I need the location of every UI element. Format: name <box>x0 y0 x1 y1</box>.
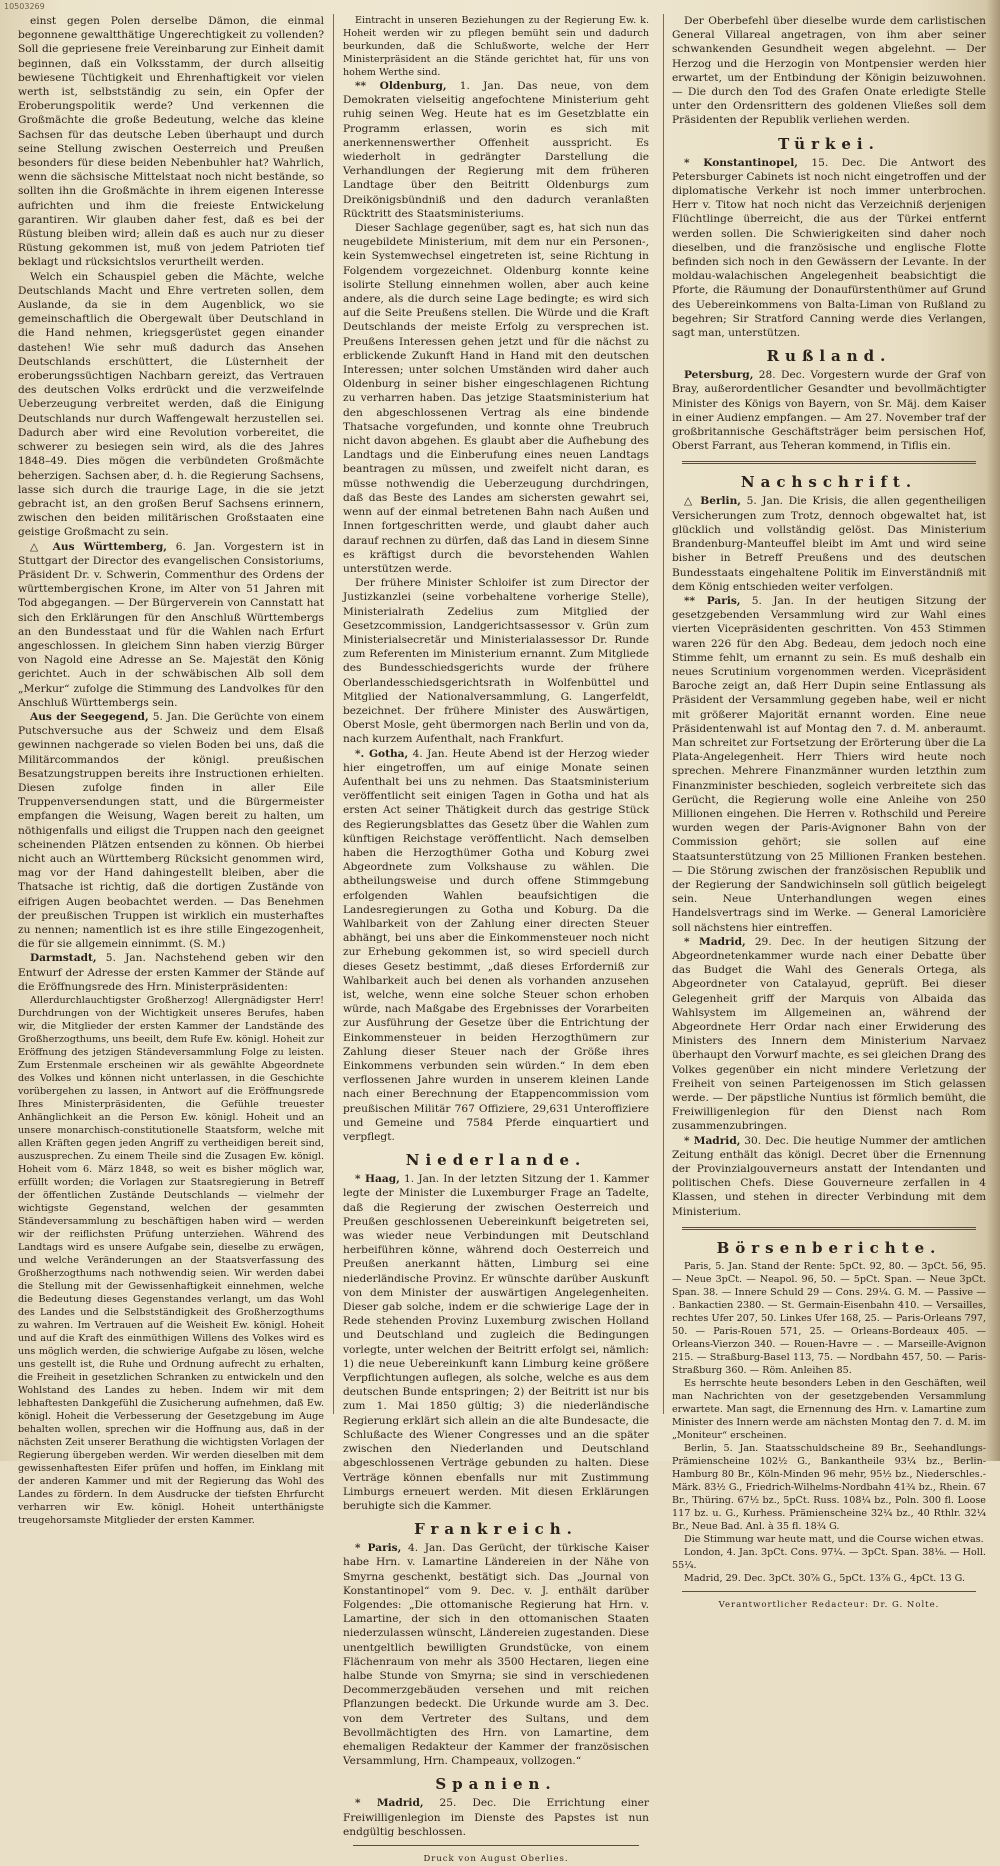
article-text: 1. Jan. In der letzten Sitzung der 1. Kammer legte der Minister die Luxemburger Frage an Tadelte, daß die Regierung der zwischen Oesterreich und Preußen geschlossenen Uebereinkunft beigetreten sei, was wieder neue Verbindungen mit Deutschland herbeiführen könne, während doch Oesterreich und Preußen anerkannt hätten, Limburg sei eine niederländische Provinz. Er wünschte darüber Auskunft von dem Minister der auswärtigen Angelegenheiten. Dieser gab solche, indem er die schwierige Lage der in Rede stehenden Provinz Luxemburg zwischen Holland und Deutschland und zugleich die Bedingungen vorlegte, unter welchen der Beitritt erfolgt sei, nämlich: 1) die neue Uebereinkunft kann Limburg keine größere Verpflichtungen auflegen, als solche, welche es aus dem deutschen Bunde entspringen; 2) der Beitritt ist nur bis zum 1. Mai 1850 gültig; 3) die niederländische Regierung erklärt sich allein an die alte Bundesacte, die Schlußacte des Wiener Congresses und an die später zwischen den Niederlanden und Deutschland abgeschlossenen Verträge gebunden zu halten. Diese Verträge können ebenfalls nur mit Zustimmung Limburgs erneuert werden. Mit diesen Erklärungen beruhigte sich die Kammer. <box>343 1173 650 1512</box>
dateline: △ Berlin, <box>684 495 741 508</box>
article-text: 5. Jan. Die Krisis, die allen gegentheiligen Versicherungen zum Trotz, dennoch obgewaltet hat, ist glücklich und vollständig gelöst. Das Ministerium Brandenburg-Manteuffel bleibt im Amt und wird seine bisher in Betreff Preußens und des deutschen Bundesstaats eingehaltene Politik im Einverständniß mit dem König entschieden weiter verfolgen. <box>672 495 986 593</box>
dateline: Aus der Seegegend, <box>30 710 149 723</box>
article-paragraph <box>672 156 986 341</box>
article-paragraph <box>343 79 649 221</box>
article-text: 25. Dec. Die Errichtung einer Freiwilligenlegion im Dienste des Papstes ist nun endgültig beschlossen. <box>343 1797 649 1838</box>
page-edge-shadow <box>986 0 1000 1461</box>
section-heading: Spanien. <box>435 1775 557 1794</box>
article-text: 5. Jan. Die Gerüchte von einem Putschversuche aus der Schweiz und dem Elsaß gewinnen nachgerade so vielen Boden bei uns, daß die Militärcommandos der königl. preußischen Besatzungstruppen bereits ihre Instructionen erhielten. Diesen zufolge finden in aller Eile Truppenversendungen statt, und die Bürgermeister empfangen die Weisung, Wagen bereit zu halten, um nöthigenfalls und eiligst die Truppen nach den geeignet scheinenden Plätzen entsenden zu können. Ob hierbei nicht auch an Württemberg Rücksicht genommen wird, mag vor der Hand dahingestellt bleiben, aber die Thatsache ist richtig, daß die dortigen Zustände von eifrigen Augen beobachtet werden. — Das Benehmen der preußischen Truppen ist wirklich ein musterhaftes zu nennen; namentlich ist es ihre stille Eingezogenheit, die für sie allgemein einnimmt. (S. M.) <box>18 710 324 951</box>
market-report: Paris, 5. Jan. Stand der Rente: 5pCt. 92, 80. — 3pCt. 56, 95. — Neue 3pCt. — Neapol. 96, 50. — 5pCt. Span. — Neue 3pCt. Span. 38. — Innere Schuld 29 — Cons. 29¼. G. M. — Passive — . Bankactien 2380. — St. Germain-Eisenbahn 410. — Versailles, rechtes Ufer 207, 50. Linkes Ufer 168, 25. — Paris-Orleans 797, 50. — Paris-Rouen 571, 25. — Orleans-Bordeaux 405. — Orleans-Vierzon 340. — Rouen-Havre — . — Marseille-Avignon 215. — Straßburg-Basel 113, 75. — Nordbahn 457, 50. — Paris-Straßburg 360. — Röm. Anleihen 85. <box>672 1260 986 1376</box>
section-heading: Niederlande. <box>405 1151 587 1170</box>
dateline: * Madrid, <box>684 935 746 948</box>
dateline: * Konstantinopel, <box>684 156 798 169</box>
dateline: * Haag, <box>355 1173 400 1186</box>
article-paragraph <box>672 368 986 453</box>
article-paragraph <box>18 710 324 951</box>
market-report: London, 4. Jan. 3pCt. Cons. 97¼. — 3pCt. Span. 38⅛. — Holl. 55¼. <box>672 1546 986 1571</box>
dateline: * Madrid, <box>355 1797 424 1810</box>
column-left <box>18 14 324 1527</box>
article-paragraph <box>343 1541 649 1768</box>
article-paragraph <box>672 1134 986 1219</box>
article-text: 30. Dec. Die heutige Nummer der amtlichen Zeitung enthält das königl. Decret über die Ernennung der Provinzialgouverneurs anstatt der Intendanten und politischen Chefs. Diese Gouverneure zerfallen in 4 Klassen, und stehen in directer Verbindung mit dem Ministerium. <box>672 1134 986 1218</box>
address-text: Allerdurchlauchtigster Großherzog! Allergnädigster Herr! Durchdrungen von der Wichtigkeit unseres Berufes, haben wir, die Mitglieder der ersten Kammer der Landstände des Großherzogthums, uns beeilt, dem Rufe Ew. königl. Hoheit zur Eröffnung des jetzigen Ständeversammlung Folge zu leisten. Zum Erstenmale erscheinen wir als gewählte Abgeordnete des Volkes und können nicht unterlassen, in die Geschichte vorübergehen zu lassen, in Antwort auf die Eröffnungsrede Ihres Ministerpräsidenten, die Gefühle treuester Anhänglichkeit an die Person Ew. königl. Hoheit und an unsere monarchisch-constitutionelle Staatsform, welche mit allen Kräften gegen jeden Angriff zu vertheidigen bereit sind, auszusprechen. Zu einem Theile sind die Zusagen Ew. königl. Hoheit vom 6. März 1848, so weit es bisher möglich war, erfüllt worden; die Vorlagen zur Staatsregierung in Betreff der öffentlichen Zustände Deutschlands — vielmehr der wichtigste Gegenstand, welchen der gesammten Ständeversammlung zu beschäftigen haben wird — werden wir der reiflichsten Prüfung unterziehen. Während des Landtags wird es unsere Aufgabe sein, dieselbe zu erwägen, und welche Veränderungen an der Staatsverfassung des Großherzogthums nach nothwendig seien. Wir werden dabei die Stellung mit der Gewissenhaftigkeit einnehmen, welche die Bedeutung dieses Gegenstandes verlangt, um das Wohl des Landes und die Selbstständigkeit des Großherzogthums zu wahren. Im Vertrauen auf die Weisheit Ew. königl. Hoheit und auf die Kraft des einmüthigen Willens des Volkes wird es uns möglich werden, die schwierige Aufgabe zu lösen, welche uns gestellt ist, die Ruhe und Ordnung aufrecht zu erhalten, die Freiheit in gesetzlichen Schranken zu entwickeln und den Wohlstand des Landes zu heben. Indem wir mit dem lebhaftesten Dankgefühl die Zusicherung aufnehmen, daß Ew. königl. Hoheit die Verbesserung der Gesetzgebung im Auge behalten wollen, sprechen wir die Hoffnung aus, daß in der nächsten Zeit unserer Berathung die wichtigsten Vorlagen der Regierung übergeben werden. Wir werden dieselben mit dem gewissenhaftesten Eifer prüfen und hoffen, im Einklang mit der anderen Kammer und mit der Regierung das Wohl des Landes zu fördern. In dem Ausdrucke der tiefsten Ehrfurcht verharren wir Ew. königl. Hoheit unterthänigste treugehorsamste Mitglieder der ersten Kammer. <box>18 995 324 1527</box>
dateline: ** Paris, <box>684 594 741 607</box>
article-paragraph: Der frühere Minister Schloifer ist zum Director der Justizkanzlei (seine vorbehaltene vorherige Stelle), Ministerialrath Zedelius zum Mitglied der Gesetzcommission, Landgerichtsassessor v. Grün zum Ministerialsecretär und Ministerialassessor Dr. Runde zum Referenten im Ministerium ernannt. Zum Mitgliede des Bundesschiedsgerichts wurde der frühere Oberlandesschiedsgerichtsrath in Wolfenbüttel und Mitglied der Nationalversammlung, G. Langerfeldt, bezeichnet. Der frühere Minister des Auswärtigen, Oberst Mosle, geht übermorgen nach Berlin und von da, nach kurzem Aufenthalt, nach Frankfurt. <box>343 577 649 746</box>
divider-rule <box>353 1845 639 1846</box>
market-report: Berlin, 5. Jan. Staatsschuldscheine 89 Br., Seehandlungs-Prämienscheine 102½ G., Bankantheile 93¼ bz., Berlin-Hamburg 80 Br., Köln-Minden 96 mehr, 95½ bz., Niederschles.-Märk. 83½ G., Friedrich-Wilhelms-Nordbahn 41¾ bz., Rhein. 67 Br., Thüring. 67½ bz., 5pCt. Russ. 108¼ bz., Poln. 300 fl. Loose 117 bz. u. G., Kurhess. Prämienscheine 32¼ bz., 40 Rthlr. 32¼ Br., Neue Bad. Anl. à 35 fl. 18¾ G. <box>672 1442 986 1532</box>
dateline: * Madrid, <box>684 1134 741 1147</box>
article-paragraph <box>18 951 324 994</box>
divider-rule <box>682 461 976 464</box>
article-paragraph <box>672 935 986 1134</box>
article-text: 15. Dec. Die Antwort des Petersburger Cabinets ist noch nicht eingetroffen und der diplomatische Verkehr ist noch immer unterbrochen. Herr v. Titow hat noch nicht das Verzeichniß derjenigen Flüchtlinge überreicht, die aus der Türkei entfernt werden sollen. Die Schwierigkeiten sind daher noch dieselben, und die französische und englische Flotte befinden sich noch in den Gewässern der Levante. In der moldau-walachischen Angelegenheit beabsichtigt die Pforte, die Räumung der Donaufürstenthümer auf Grund des Uebereinkommens von Balta-Liman von Rußland zu begehren; Sir Stratford Canning werde dies Verlangen, sagt man, unterstützen. <box>672 156 986 340</box>
article-paragraph <box>672 594 986 935</box>
section-heading: Türkei. <box>778 134 880 153</box>
dateline: ** Oldenburg, <box>355 80 447 92</box>
dateline: *. Gotha, <box>355 747 409 760</box>
article-paragraph <box>343 1172 649 1513</box>
market-report: Madrid, 29. Dec. 3pCt. 30⅞ G., 5pCt. 13⅞ G., 4pCt. 13 G. <box>684 1572 966 1584</box>
column-divider <box>333 14 334 1414</box>
section-heading: Frankreich. <box>414 1520 578 1539</box>
article-paragraph: Welch ein Schauspiel geben die Mächte, welche Deutschlands Macht und Ehre vertreten sollen, dem Auslande, da sie in dem Augenblick, wo sie gemeinschaftlich die Obergewalt über Deutschland in die Hand nehmen, kriegsgerüstet gegen einander dastehen! Wie sehr muß dadurch das Ansehen Deutschlands erschüttert, die Lüsternheit der eroberungssüchtigen Nachbarn gereizt, das Vertrauen des deutschen Volks erdrückt und die verzweifelnde Ueberzeugung verbreitet werden, daß die Einigung Deutschlands nur durch Waffengewalt herzustellen sei. Dadurch aber wird eine Revolution vorbereitet, die schwerer zu besiegen sein wird, als die des Jahres 1848–49. Dies mögen die verbündeten Großmächte beherzigen. Sachsen aber, d. h. die Regierung Sachsens, lasse sich durch die traurige Lage, in die sie jetzt gebracht ist, an den großen Beruf Sachsens erinnern, zwischen den beiden militärischen Großstaaten eine geistige Großmacht zu sein. <box>18 270 324 539</box>
dateline: * Paris, <box>355 1542 402 1555</box>
article-paragraph <box>343 747 649 1145</box>
article-paragraph <box>672 494 986 593</box>
article-text: 5. Jan. Nachstehend geben wir den Entwurf der Adresse der ersten Kammer der Stände auf die Eröffnungsrede des Hrn. Ministerpräsidenten: <box>18 952 324 993</box>
article-paragraph: einst gegen Polen derselbe Dämon, die einmal begonnene gewaltthätige Ungerechtigkeit zu vollenden? Soll die gepriesene freie Vereinbarung zur Einheit damit beginnen, daß ein Volksstamm, der durch allseitig bewiesene Tüchtigkeit und Ehrenhaftigkeit vor vielen werth ist, selbstständig zu sein, ein Opfer der Eroberungspolitik werde? Und verkennen die Großmächte die große Bedeutung, welche das kleine Sachsen für das deutsche Leben überhaupt und durch seine Stellung zwischen Oesterreich und Preußen besonders für diese beiden Nebenbuhler hat? Wahrlich, wenn die sächsische Mittelstaat noch nicht bestände, so sollten ihn die Großmächte in ihrem eigenen Interesse aufrichten und ihm die freieste Entwickelung garantiren. Wir glauben daher fest, daß es bei der Rüstung bleiben wird; allein daß es auch nur zu dieser Rüstung gekommen ist, muß von jedem Patrioten tief beklagt und rücksichtslos verurtheilt werden. <box>18 15 324 269</box>
article-paragraph: Eintracht in unseren Beziehungen zu der Regierung Ew. k. Hoheit werden wir zu pflegen bemüht sein und dadurch beurkunden, daß die Schlußworte, welche der Herr Ministerpräsident an die Stände gerichtet hat, für uns von hohem Werthe sind. <box>343 15 649 78</box>
article-text: 4. Jan. Heute Abend ist der Herzog wieder hier eingetroffen, um auf einige Monate seinen Aufenthalt bei uns zu nehmen. Das Staatsministerium veröffentlicht seit einigen Tagen in Gotha und hat als ersten Act seiner Thätigkeit durch das gestrige Stück des Regierungsblattes das Gesetz über die Wahlen zum künftigen Reichstage veröffentlicht. Nach demselben haben die Herzogthümer Gotha und Koburg zwei Abgeordnete zum Volkshause zu wählen. Die abtheilungsweise und durch offene Stimmgebung erfolgenden Wahlen beaufsichtigen die Landesregierungen zu Gotha und Koburg. Da die Wahlbarkeit von der Zahlung einer directen Steuer abhängt, bei uns aber die Einkommensteuer noch nicht zur Erhebung gekommen ist, so wird speciell durch dieses Gesetz bestimmt, „daß dieses Erforderniß zur Wahlbarkeit auch bei denen als vorhanden anzusehen ist, welche, wenn eine solche Steuer schon erhoben würde, nach Maßgabe des Ergebnisses der Vorarbeiten zur Ausführung der Gesetze über die Entrichtung der Einkommensteuer in beiden Herzogthümern zur Zahlung dieser Steuer nach der Größe ihres Einkommens verbunden sein würden.“ In dem eben verflossenen Jahre wurden in unserem kleinen Lande nach einer Berechnung der Etappencommission vom preußischen Militär 767 Offiziere, 29,631 Unteroffiziere und Gemeine und 7584 Pferde einquartiert und verpflegt. <box>343 747 649 1144</box>
section-heading: Nachschrift. <box>740 473 918 492</box>
printer-imprint: Druck von August Oberlies. <box>423 1853 569 1864</box>
article-paragraph: Der Oberbefehl über dieselbe wurde dem carlistischen General Villareal angetragen, von ihm aber seiner schwankenden Gesundheit wegen abgelehnt. — Der Herzog und die Herzogin von Montpensier werden hier erwartet, um der Entbindung der Königin beizuwohnen. — Die durch den Tod des Grafen Onate erledigte Stelle unter den Ordensrittern des goldenen Vließes soll dem Präsidenten der Republik verliehen werden. <box>672 15 986 127</box>
editor-imprint: Verantwortlicher Redacteur: Dr. G. Nolte. <box>718 1599 940 1610</box>
market-report: Es herrschte heute besonders Leben in den Geschäften, weil man Nachrichten von der gesetzgebenden Versammlung erwartete. Man sagt, die Ernennung des Hrn. v. Lamartine zum Minister des Innern werde am nächsten Montag den 7. d. M. im „Moniteur“ erscheinen. <box>672 1377 986 1441</box>
column-right <box>672 14 986 1610</box>
divider-rule <box>682 1227 976 1230</box>
article-text: 5. Jan. In der heutigen Sitzung der gesetzgebenden Versammlung wird zur Wahl eines vierten Vicepräsidenten geschritten. Von 453 Stimmen waren 226 für den Abg. Bedeau, dem jedoch noch eine Stimme fehlt, um ernannt zu sein. Es muß deshalb ein neues Scrutinium vorgenommen werden. Vicepräsident Baroche zeigt an, daß Herr Dupin seine Entlassung als Präsident der Versammlung gegeben habe, weil er nicht mit größerer Majorität ernannt worden. Eine neue Präsidentenwahl ist auf Montag den 7. d. M. anberaumt. Man schreitet zur Fortsetzung der Erörterung über die La Plata-Angelegenheit. Herr Thiers wird heute noch sprechen. Mehrere Finanzmänner wurden letzthin zum Finanzminister beschieden, sogleich verbreitete sich das Gerücht, die Regierung wolle eine Anleihe von 250 Millionen eingehen. Die Herren v. Rothschild und Pereire wurden wegen der Paris-Avignoner Bahn von der Commission gehört; sie sollen auf eine Staatsunterstützung von 25 Millionen Franken bestehen. — Die Störung zwischen der französischen Republik und der Regierung der Sandwichinseln soll gütlich beigelegt sein. Neue Unterhandlungen wegen eines Handelsvertrags sind im Werke. — General Lamoricière soll nächstens hier eintreffen. <box>672 594 986 934</box>
section-heading: Börsenberichte. <box>716 1238 942 1257</box>
article-paragraph <box>343 1796 649 1839</box>
dateline: △ Aus Württemberg, <box>30 540 167 553</box>
article-text: 6. Jan. Vorgestern ist in Stuttgart der Director des evangelischen Consistoriums, Präsident Dr. v. Schwerin, Commenthur des Ordens der württembergischen Krone, im Alter von 51 Jahren mit Tod abgegangen. — Der Bürgerverein von Cannstatt hat sich den Erklärungen für den Anschluß Württembergs an den Bundesstaat und für die Wahlen nach Erfurt angeschlossen. In gleichem Sinn haben vierzig Bürger von Nagold eine Adresse an Se. Majestät den König gerichtet. Auch in der schwäbischen Alb soll dem „Merkur“ zufolge die Stimmung des Landvolkes für den Anschluß Württembergs sein. <box>18 540 324 709</box>
market-report: Die Stimmung war heute matt, und die Course wichen etwas. <box>684 1533 984 1545</box>
article-paragraph <box>18 540 324 710</box>
column-divider <box>663 14 664 1414</box>
article-text: 4. Jan. Das Gerücht, der türkische Kaiser habe Hrn. v. Lamartine Ländereien in der Nähe von Smyrna geschenkt, bestätigt sich. Das „Journal von Konstantinopel“ vom 9. Dec. v. J. enthält darüber Folgendes: „Die ottomanische Regierung hat Hrn. v. Lamartine, der sich in den ottomanischen Staaten niederzulassen wünscht, Ländereien zugestanden. Diese unentgeltlich bewilligten Grundstücke, von einem Flächenraum von mehr als 3500 Hectaren, liegen eine halbe Stunde von Smyrna; sie sind in verschiedenen Decommerzgebäuden versehen und mit reichen Pflanzungen bedeckt. Die Urkunde wurde am 3. Dec. von dem Vertreter des Sultans, und dem Bevollmächtigten des Hrn. von Lamartine, dem ehemaligen Redakteur der Kammer der französischen Versammlung, Hrn. Champeaux, vollzogen.“ <box>343 1542 649 1768</box>
article-text: 1. Jan. Das neue, von dem Demokraten vielseitig angefochtene Ministerium geht ruhig seinen Weg. Heute hat es im Gesetzblatte ein Programm erlassen, worin es sich mit anerkennenswerther Offenheit ausspricht. Es wiederholt in gedrängter Darstellung die Verhandlungen der Regierung mit dem früheren Landtage über den Beitritt Oldenburgs zum Dreikönigsbündniß und den dadurch veranlaßten Rücktritt des Staatsministeriums. <box>343 80 649 220</box>
article-paragraph: Dieser Sachlage gegenüber, sagt es, hat sich nun das neugebildete Ministerium, mit dem nur ein Personen-, kein Systemwechsel eingetreten ist, seine Richtung in Folgendem vorgezeichnet. Oldenburg konnte keine isolirte Stellung einnehmen wollen, aber auch keine andere, als die durch seine Lage bedingte; es wird sich auf die Seite Preußens stellen. Die Würde und die Kraft Deutschlands der meiste Erfolg zu versprechen ist. Preußens Interessen gehen jetzt und für die nächst zu erblickende Zukunft Hand in Hand mit den deutschen Interessen; unter solchen Umständen wird daher auch Oldenburg in seiner bisher eingeschlagenen Richtung zu verharren haben. Das jetzige Staatsministerium hat den abgeschlossenen Vertrag als eine bindende Thatsache vorgefunden, und konnte ohne Treubruch nicht davon abgehen. Es glaubt aber die Aufhebung des Landtags und die Einberufung eines neuen Landtags beantragen zu müssen, und zweifelt nicht daran, es müsse nothwendig die Ueberzeugung durchdringen, daß das Beste des Landes am sichersten gewahrt sei, wenn auf der einmal betretenen Bahn nach Außen und Innen fortgeschritten werde, und glaubt daher auch darauf rechnen zu dürfen, daß das Land in diesem Sinne es kräftigst durch die bevorstehenden Wahlen unterstützen werde. <box>343 222 649 575</box>
dateline: Darmstadt, <box>30 952 97 965</box>
article-text: 29. Dec. In der heutigen Sitzung der Abgeordnetenkammer wurde nach einer Debatte über das Budget die Wahl des Generals Ortega, als Abgeordneter von Catalayud, geprüft. Bei dieser Gelegenheit griff der Marquis von Albaida das Wahlsystem im Allgemeinen an, während der Abgeordnete Herr Ordar nach einer Erwiderung des Ministers des Innern dem Ministerium Narvaez überhaupt den Vorwurf machte, es sei gleichen Drang des Volkes gegenüber ein nicht mindere Verletzung der Freiheit von seinen Parteigenossen im Stich gelassen werde. — Der päpstliche Nuntius ist förmlich bemüht, die Freiwilligenlegion für den Dienst nach Rom zusammenzubringen. <box>672 935 986 1133</box>
column-middle <box>343 14 650 1864</box>
section-heading: Rußland. <box>766 347 892 366</box>
dateline: Petersburg, <box>684 369 754 382</box>
divider-rule <box>682 1591 976 1592</box>
archive-stamp: 10503269 <box>4 2 45 11</box>
article-text: 28. Dec. Vorgestern wurde der Graf von Bray, außerordentlicher Gesandter und bevollmächtigter Minister des Königs von Bayern, von Sr. Mäj. dem Kaiser in einer Audienz empfangen. — Am 27. November traf der großbritannische Geschäftsträger beim persischen Hof, Oberst Farrant, aus Teheran kommend, in Tiflis ein. <box>672 369 986 453</box>
